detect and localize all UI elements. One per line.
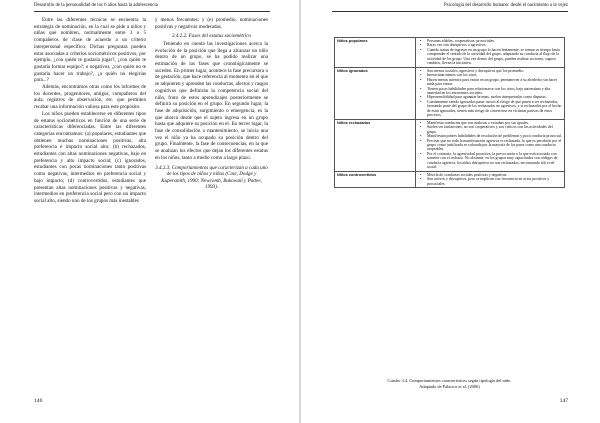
left-header-rule (34, 11, 270, 12)
table-caption (334, 378, 565, 389)
list-item: • Tienen pocas habilidades para relacionarse con los otros, baja autoestima y alta ansiedad en los encuentros sociales. (427, 87, 562, 96)
left-page-number: 146 (34, 398, 43, 404)
list-item: • Por el contrario, la agresividad proactiva, la provocación o la que está asociada con someter con el rechazo. No obstante, en los grupos muy capacitados con códigos de conducta agresiva, los niños disruptivos no son rechazados, encontrando alli a red social. (427, 152, 562, 170)
list-item: • Mezcla de conductas sociales positivas y negativas. (427, 173, 562, 177)
list-item: • Hipersensibilidad para aguantar bromas, suelen interpretarlas como disputas. (427, 95, 562, 99)
caption-source: Adaptado de Palacios et al. (2006) (419, 383, 480, 389)
category-cell: Niños ignorados (335, 67, 416, 119)
list-item: • Son menos sociales, agresivos y disruptivos que los promedio. (427, 69, 562, 73)
list-item: • Personas afables, cooperativas, prosociales. (427, 39, 562, 43)
right-page-number: 147 (559, 398, 568, 404)
left-page (0, 0, 298, 423)
section-heading: 3.4.2.3. Comportamientos que caracterizan a cada uno de los tipos de niños y niñas (Coie, Dodge y Kupersmith, 1990; Newcomb, Bukowski y Pattee, 1993). (155, 164, 268, 191)
list-item: • Cuando tratan de ingresar en un grupo lo hacen lentamente, se toman su tiempo hasta comprender el sentido de la actividad del grupo, adaptando su conducta al flujo de la actividad de los grupo. Una vez dentro del grupo, pueden realizar acciones, sugerir cambios, llevan la iniciativa. (427, 48, 562, 66)
list-item: • Interactúan menos con los otros. (427, 73, 562, 77)
list-item: • Hacen menos intentos para entrar en un grupo, permanecen a su alrededor sin hacer nada para entrar. (427, 78, 562, 87)
paragraph: Los niños pueden establecerse en diferentes tipos de estatus sociométricos en función de una serie de características diferenciadas. Entre las diferentes categorías encontramos: (a) populares, estudiantes que obtienen muchas nominaciones positivas, alta preferencia e impacto social alto; (b) rechazados, estudiantes con altas nominaciones negativas, bajo en preferencia y alto impacto social; (c) ignorados, estudiantes con pocas nominaciones tanto positivas como negativas, intermedios en preferencia social y bajo impacto; (d) controvertidos, estudiantes que presentan altas nominaciones positivas y negativas, intermedios en preferencia social pero con un impacto social alto, siendo uno de los grupos más inestables (34, 110, 146, 204)
table-row (335, 119, 565, 171)
items-cell (416, 171, 565, 187)
table-row (335, 38, 565, 68)
list-item: • Precisar que no toda la manifestación agresiva es rechazada, lo que es percibido por el grupo como justificada es valorada por la mayoría de los pares como una conducta aceptables. (427, 139, 562, 152)
table-row (335, 67, 565, 119)
list-item: • Son activos y disruptivos, pero se implican con frecuencia en actos positivos y prosociales. (427, 177, 562, 186)
items-cell (416, 38, 565, 68)
behavior-table (334, 37, 565, 188)
section-heading: 3.4.2.2. Fases del estatus sociométrico (172, 33, 251, 40)
list-item: • Manifiesta conductas que son ruidosas o extrañas por sus iguales. (427, 121, 562, 125)
paragraph: y menos frecuentes; y (e) promedio, nominaciones positivas y negativas moderadas. (155, 17, 268, 30)
category-cell: Niños controvertidos (335, 171, 416, 187)
list-item: • Suelen ser fanfarrones, no son cooperativos y son críticos con las actividades del grupo. (427, 125, 562, 134)
right-running-header: Psicología del desarrollo humano: desde el nacimiento a la vejez (443, 3, 568, 8)
left-running-header: Desarrollo de la personalidad de los 6 años hasta la adolescencia (34, 3, 158, 8)
paragraph: Teniendo en cuenta las investigaciones acerca la evolución de la posición que llega a alcanzar un niño dentro de un grupo, se ha podido realizar una estimación de las fases que cronológicamente se suceden. En primer lugar, acontece la fase precursora o de gestación, que hace referencia al momento en el que se adquieren y aprenden las conductas, afectos y rasgos cognitivos que definirán la competencia social del niño, fruto de estos aprendizajes posteriormente se definirá su posición en el grupo. En segundo lugar, la fase de adquisición, surgimiento o emergencia, es la que abarca desde que el sujeto ingresa en un grupo hasta que adquiere su posición en el. En tercer lugar, la fase de consolidación o mantenimiento, se inicia una vez el niño ya ha ocupado su posición dentro del grupo. Finalmente, la fase de consecuencias, en la que se analizan los efectos que dejan los diferentes estatus en los niños, tanto a medio como a largo plazo. (155, 40, 269, 161)
list-item: • Comúnmente siendo ignorados pasar cursos al riesgo de que pasen a ser rechazados, formando parte del grupo de los rechazados no agresivos, y si rechazados por el hecho de estar ignorados, tienen más riesgo de convertirse en víctimas pasivas de estos procesos. (427, 100, 562, 118)
category-cell: Niños rechazados (335, 119, 416, 171)
table-row (335, 171, 565, 187)
items-cell (416, 67, 565, 119)
items-cell (416, 119, 565, 171)
left-column-1 (34, 17, 146, 205)
caption-title: Cuadro 3.4. Comportamientos característicos según tipología del niño. (387, 378, 512, 383)
right-header-rule (332, 11, 568, 12)
category-cell: Niños populares (335, 38, 416, 68)
paragraph: Entre las diferentes técnicas se encuentra la estrategia de nominación, en la cual se pide a niños y niñas que nombren, normalmente entre 3 o 5 compañeros de clase de acuerdo a un criterio interpersonal específico. Dichas preguntas pueden estar asociadas a criterios sociométricos positivos, por ejemplo, ¿con quién te gustaría jugar?, ¿con quién te gustaría formar equipo?; o negativos, ¿con quién no te gustaría hacer un trabajo?, ¿a quién no elegirías para...? (34, 17, 146, 84)
book-gutter (299, 0, 301, 423)
left-column-2 (155, 17, 268, 192)
paragraph: Además, encontramos otras como los informes de los docentes, progenitores, amigos, compañeros del aula, registros de observación, etc. que permiten recabar una información valiosa para este propósito. (34, 84, 146, 111)
list-item: • Manifiestan pobres habilidades de resolución de problemas y poca conducta prosocial. (427, 134, 562, 138)
list-item: • Raras vez son disruptivos o agresivos. (427, 43, 562, 47)
